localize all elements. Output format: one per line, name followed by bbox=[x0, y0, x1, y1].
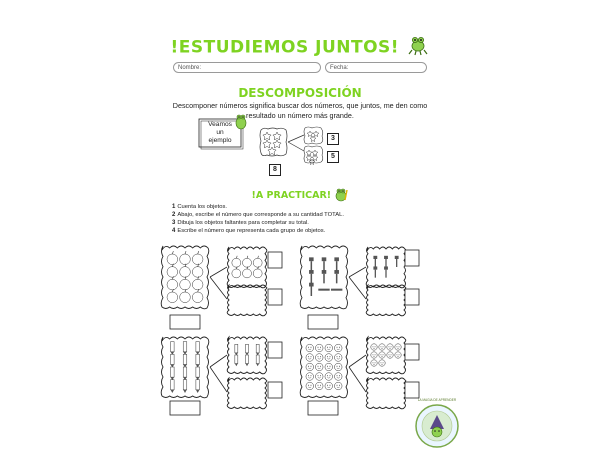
exercise-key-part-items bbox=[373, 256, 398, 278]
example-total-box: 8 bbox=[269, 164, 281, 176]
instruction-2: 2 Abajo, escribe el número que corresponde a su cantidad TOTAL. bbox=[172, 212, 344, 218]
section-title: DESCOMPOSICIÓN bbox=[238, 86, 362, 100]
exercise-smiley-draw-cloud bbox=[366, 378, 406, 409]
exercise-smiley-total-items bbox=[306, 344, 342, 390]
example-label: Veamos un ejemplo bbox=[208, 121, 232, 144]
instruction-3: 3 Dibuja los objetos faltantes para completar su total. bbox=[172, 220, 309, 226]
instruction-4: 4 Escribe el número que representa cada grupo de objetos. bbox=[172, 228, 326, 234]
exercise-apple-total-answer-box[interactable] bbox=[170, 315, 200, 329]
exercise-smiley-missing-answer-box[interactable] bbox=[405, 382, 419, 398]
page-title: !ESTUDIEMOS JUNTOS! bbox=[0, 34, 600, 61]
exercise-4 bbox=[300, 337, 419, 415]
example-part-b-box: 5 bbox=[327, 151, 339, 163]
instruction-1: 1 Cuenta los objetos. bbox=[172, 204, 227, 210]
exercise-pencil-draw-cloud bbox=[227, 378, 267, 409]
description-line-1: Descomponer números significa buscar dos números, que juntos, me den como bbox=[172, 101, 428, 110]
name-label: Nombre: bbox=[178, 65, 202, 71]
example-part-a-box: 3 bbox=[327, 133, 339, 145]
practice-title: !A PRACTICAR! bbox=[0, 186, 600, 205]
exercise-smiley-total-answer-box[interactable] bbox=[308, 401, 338, 415]
exercise-pencil-total-items bbox=[171, 342, 200, 393]
exercise-pencil-part-items bbox=[235, 344, 259, 366]
exercise-apple-missing-answer-box[interactable] bbox=[268, 289, 282, 305]
exercise-key-missing-answer-box[interactable] bbox=[405, 289, 419, 305]
exercise-apple-total-items bbox=[167, 251, 203, 303]
exercise-1 bbox=[161, 246, 282, 329]
exercise-smiley-part-items bbox=[371, 344, 401, 366]
exercise-apple-part-answer-box[interactable] bbox=[268, 252, 282, 268]
logo-text: LA MAGIA DE APRENDER bbox=[417, 398, 457, 402]
exercise-pencil-total-answer-box[interactable] bbox=[170, 401, 200, 415]
exercise-key-total-answer-box[interactable] bbox=[308, 315, 338, 329]
exercise-key-draw-cloud bbox=[366, 285, 406, 316]
exercise-key-part-answer-box[interactable] bbox=[405, 250, 419, 266]
date-label: Fecha: bbox=[330, 65, 349, 71]
exercise-3 bbox=[161, 337, 282, 415]
exercise-apple-draw-cloud bbox=[227, 285, 267, 316]
exercise-smiley-part-answer-box[interactable] bbox=[405, 344, 419, 360]
exercise-key-total-items bbox=[309, 257, 342, 296]
exercise-2 bbox=[300, 246, 419, 329]
description-line-2: resultado un número más grande. bbox=[246, 111, 354, 120]
exercise-pencil-part-answer-box[interactable] bbox=[268, 342, 282, 358]
logo bbox=[414, 398, 462, 451]
exercise-pencil-missing-answer-box[interactable] bbox=[268, 382, 282, 398]
exercise-apple-part-items bbox=[232, 256, 262, 278]
